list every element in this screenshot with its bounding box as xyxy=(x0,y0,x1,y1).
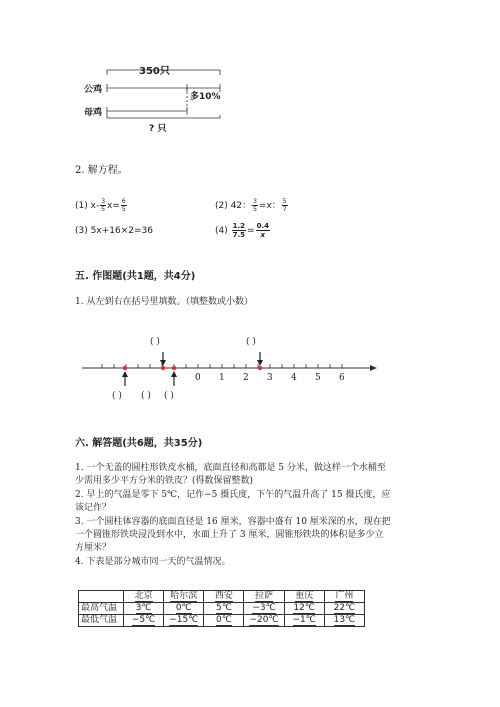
tick-label: 3 xyxy=(267,373,273,383)
upper-bracket-1[interactable]: ( ) xyxy=(150,337,160,347)
table-cell: 12℃ xyxy=(284,603,324,615)
rooster-label: 公鸡 xyxy=(84,85,103,95)
table-cell: −5℃ xyxy=(124,615,164,627)
equation-1: (1) x- $\frac{3}{5}$ x= $\frac{6}{5}$ xyxy=(75,198,126,213)
table-row xyxy=(79,603,365,615)
table-corner-cell xyxy=(79,591,124,603)
lower-bracket-3[interactable]: ( ) xyxy=(164,391,174,401)
row-label: 最高气温 xyxy=(79,603,124,615)
city-header: 北京 xyxy=(124,591,164,603)
city-header: 哈尔滨 xyxy=(164,591,204,603)
tick-label: 2 xyxy=(243,373,249,383)
tick-label: 0 xyxy=(195,373,201,383)
equation-3: (3) 5x+16×2=36 xyxy=(75,226,153,236)
table-cell: −20℃ xyxy=(244,615,284,627)
equation-2: (2) 42： $\frac{3}{5}$ =x： $\frac{5}{7}$ xyxy=(215,198,287,213)
section6-q4: 4. 下表是部分城市同一天的气温情况。 xyxy=(75,557,231,567)
table-row xyxy=(79,615,365,627)
table-cell: −3℃ xyxy=(244,603,284,615)
point-a xyxy=(123,366,127,370)
point-d xyxy=(258,366,262,370)
bottom-brace xyxy=(107,115,220,118)
total-label: 350只 xyxy=(139,66,170,77)
lower-bracket-2[interactable]: ( ) xyxy=(141,391,151,401)
city-header: 西安 xyxy=(204,591,244,603)
city-header: 重庆 xyxy=(284,591,324,603)
section6-q3-line2: 一个圆锥形铁块浸没到水中，水面上升了 3 厘米，圆锥形铁块的体积是多少立 xyxy=(75,530,384,540)
section5-title: 五. 作图题(共1题，共4分) xyxy=(75,271,196,282)
section6-q2-line2: 该记作？ xyxy=(75,503,112,513)
hen-label: 母鸡 xyxy=(84,108,103,118)
table-cell: 0℃ xyxy=(204,615,244,627)
section6-title: 六. 解答题(共6题，共35分) xyxy=(75,438,203,449)
point-b xyxy=(161,366,165,370)
lower-bracket-1[interactable]: ( ) xyxy=(112,391,122,401)
section6-q1-line2: 少需用多少平方分米的铁皮？(得数保留整数) xyxy=(75,476,254,486)
table-cell: 13℃ xyxy=(324,615,364,627)
equation-4: (4) $\frac{1.2}{7.5}$ = $\frac{0.4}{x}$ xyxy=(215,222,269,239)
table-header-row xyxy=(79,591,365,603)
table-cell: 22℃ xyxy=(324,603,364,615)
tick-label: 5 xyxy=(315,373,321,383)
row-label: 最低气温 xyxy=(79,615,124,627)
axis-arrowhead xyxy=(370,365,377,371)
section6-q3-line1: 3. 一个圆柱体容器的底面直径是 16 厘米，容器中盛有 10 厘米深的水，现在把 xyxy=(75,517,391,527)
segment-diagram xyxy=(0,0,500,140)
table-cell: 0℃ xyxy=(164,603,204,615)
unknown-label: ? 只 xyxy=(149,124,167,134)
table-cell: −15℃ xyxy=(164,615,204,627)
section6-q1-line1: 1. 一个无盖的圆柱形铁皮水桶，底面直径和高都是 5 分米，做这样一个水桶至 xyxy=(75,463,386,473)
section5-q1: 1. 从左到右在括号里填数。（填整数或小数） xyxy=(75,297,253,307)
table-cell: −1℃ xyxy=(284,615,324,627)
temperature-table xyxy=(78,590,365,627)
point-c xyxy=(172,366,176,370)
q2-title: 2. 解方程。 xyxy=(75,165,128,176)
tick-label: 1 xyxy=(219,373,225,383)
table-cell: 3℃ xyxy=(124,603,164,615)
upper-bracket-2[interactable]: ( ) xyxy=(246,337,256,347)
city-header: 广州 xyxy=(324,591,364,603)
table-cell: 5℃ xyxy=(204,603,244,615)
city-header: 拉萨 xyxy=(244,591,284,603)
more-label: 多10% xyxy=(190,92,221,102)
tick-label: 4 xyxy=(291,373,297,383)
section6-q2-line1: 2. 早上的气温是零下 5℃，记作−5 摄氏度，下午的气温升高了 15 摄氏度，应 xyxy=(75,490,391,500)
tick-label: 6 xyxy=(339,373,345,383)
section6-q3-line3: 方厘米？ xyxy=(75,543,112,553)
